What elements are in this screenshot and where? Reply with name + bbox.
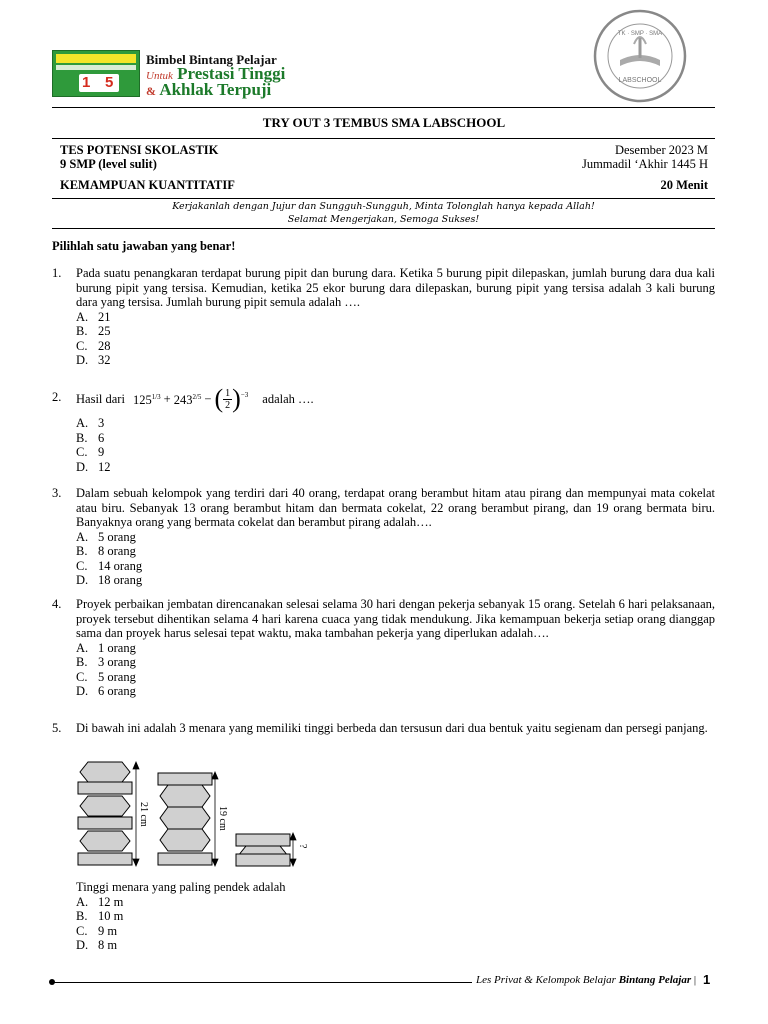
duration: 20 Menit	[660, 178, 708, 192]
footer-separator: |	[693, 974, 697, 986]
tower1-rect-1	[78, 782, 132, 794]
tower2-arrow-bottom	[212, 859, 218, 866]
expr-term-1	[133, 390, 161, 408]
option-b[interactable]	[76, 909, 715, 924]
header-rule	[52, 107, 715, 108]
expr-lparen: (	[214, 384, 224, 413]
option-letter: D.	[76, 573, 89, 587]
option-list	[76, 530, 715, 588]
expr-fraction	[223, 388, 232, 411]
option-value: 9	[98, 445, 105, 459]
option-value: 3 orang	[98, 655, 136, 669]
option-b[interactable]	[76, 655, 715, 670]
question-5-answers	[52, 880, 715, 953]
option-letter: A.	[76, 640, 89, 655]
question-text: Dalam sebuah kelompok yang terdiri dari 40 orang, terdapat orang berambut hitam atau pirang dan mempunyai mata cokelat atau biru. Sebanyak 13 orang berambut hitam dan bermata cokelat, 22 orang berambut pirang, dan 19 orang bermata biru. Banyaknya orang yang bermata cokelat dan berambut pirang adalah….	[76, 486, 715, 529]
tower3-rect-1	[236, 834, 290, 846]
question-2	[52, 384, 715, 474]
question-5	[52, 721, 715, 736]
option-d[interactable]	[76, 460, 715, 475]
tower1-arrow-bottom	[133, 859, 139, 866]
option-list	[76, 641, 715, 699]
tower1-arrow-top	[133, 762, 139, 769]
tower1-rect-2	[78, 817, 132, 829]
expr-plus: +	[163, 391, 171, 406]
brand-amp: &	[146, 84, 156, 98]
footer-brand: Bintang Pelajar	[618, 974, 692, 986]
option-a[interactable]	[76, 530, 715, 545]
exam-title: TRY OUT 3 TEMBUS SMA LABSCHOOL	[262, 115, 506, 130]
logo-number-1: 1	[82, 74, 91, 91]
motto-line-2: Selamat Mengerjakan, Semoga Sukses!	[287, 214, 480, 225]
option-c[interactable]	[76, 559, 715, 574]
option-c[interactable]	[76, 445, 715, 460]
option-letter: D.	[76, 353, 89, 367]
section-rule	[52, 198, 715, 199]
option-b[interactable]	[76, 324, 715, 339]
option-d[interactable]	[76, 573, 715, 588]
option-list	[76, 416, 715, 474]
date-hijri: Jummadil ‘Akhir 1445 H	[581, 157, 708, 171]
date-masehi: Desember 2023 M	[614, 143, 708, 157]
option-value: 10 m	[98, 909, 124, 923]
seal-bottom: LABSCHOOL	[618, 77, 662, 84]
brand-name: Bimbel Bintang Pelajar	[146, 52, 277, 67]
expr-term-2	[174, 390, 202, 408]
question-number: 1.	[52, 266, 62, 280]
option-value: 6 orang	[98, 684, 136, 698]
option-value: 12 m	[98, 894, 124, 909]
expr-minus: −	[204, 391, 212, 406]
question-number: 5.	[52, 721, 62, 735]
brand-tagline-2	[146, 80, 271, 100]
option-d[interactable]	[76, 353, 715, 368]
seal-text: TK · SMP · SMA	[617, 31, 663, 37]
option-value: 14 orang	[98, 558, 143, 573]
footer-text	[476, 974, 696, 986]
tower3-rect-2	[236, 854, 290, 866]
motto-line-1: Kerjakanlah dengan Jujur dan Sungguh-Sungguh, Minta Tolonglah hanya kepada Allah!	[172, 201, 595, 212]
option-c[interactable]	[76, 339, 715, 354]
option-b[interactable]	[76, 431, 715, 446]
option-value: 5 orang	[98, 669, 136, 684]
expr-frac-num: 1	[225, 387, 231, 399]
option-letter: C.	[76, 669, 88, 684]
instruction: Pilihlah satu jawaban yang benar!	[52, 239, 236, 253]
brand-tagline-1-text: Prestasi Tinggi	[177, 64, 286, 83]
option-c[interactable]	[76, 670, 715, 685]
section-name: KEMAMPUAN KUANTITATIF	[60, 178, 235, 192]
option-letter: D.	[76, 684, 89, 698]
motto-rule	[52, 228, 715, 229]
title-rule	[52, 138, 715, 139]
logo-substrip	[56, 65, 136, 70]
tower2-arrow-top	[212, 772, 218, 779]
option-value: 12	[98, 459, 111, 474]
option-value: 8 orang	[98, 544, 136, 558]
footer-line	[52, 982, 472, 983]
tower2-hexagon-2	[160, 807, 210, 829]
tower1-hexagon-1	[80, 762, 130, 782]
option-b[interactable]	[76, 544, 715, 559]
labschool-seal	[590, 8, 690, 104]
question-3	[52, 486, 715, 588]
option-letter: B.	[76, 544, 88, 558]
tower1-label: 21 cm	[138, 802, 149, 827]
option-value: 9 m	[98, 923, 118, 938]
question-text: Pada suatu penangkaran terdapat burung pipit dan burung dara. Ketika 5 burung pipit dilepaskan, jumlah burung dara dua kali burung pipit yang tersisa. Kemudian, ketika 25 ekor burung dara dilepaskan, burung pipit yang tersisa adalah 3 kali burung dara yang tersisa. Jumlah burung pipit semula adalah ….	[76, 266, 715, 309]
expr-prefix: Hasil dari	[76, 391, 125, 406]
expr-exp-3: −3	[240, 390, 249, 399]
page-number: 1	[703, 972, 711, 987]
option-letter: B.	[76, 430, 88, 445]
question-text: Proyek perbaikan jembatan direncanakan selesai selama 30 hari dengan pekerja sebanyak 15 orang. Setelah 6 hari pelaksanaan, proyek tersebut dihentikan selama 4 hari karena cuaca yang tidak mendukung. Jika kemampuan bekerja setiap orang dianggap sama dan proyek harus selesai tepat waktu, maka tambahan pekerja yang diperlukan adalah….	[76, 597, 715, 640]
question-5-prompt: Tinggi menara yang paling pendek adalah	[76, 880, 286, 894]
option-c[interactable]	[76, 924, 715, 939]
tower3-arrow-bottom	[290, 859, 296, 866]
question-1	[52, 266, 715, 368]
tower-figure	[74, 760, 334, 872]
expr-term-3	[214, 384, 249, 413]
option-letter: B.	[76, 324, 88, 338]
option-letter: A.	[76, 894, 89, 909]
option-value: 6	[98, 430, 105, 445]
tower2-label: 19 cm	[217, 806, 228, 831]
option-a[interactable]	[76, 310, 715, 325]
option-value: 21	[98, 309, 111, 324]
option-letter: D.	[76, 938, 89, 952]
option-a[interactable]	[76, 416, 715, 431]
tower2-hexagon-3	[160, 829, 210, 851]
tower2-rect-2	[158, 853, 212, 865]
question-4	[52, 597, 715, 699]
option-a[interactable]	[76, 895, 715, 910]
question-number: 4.	[52, 597, 62, 611]
option-value: 25	[98, 324, 111, 338]
option-list	[76, 310, 715, 368]
option-value: 32	[98, 353, 111, 367]
brand-tagline-2-text: Akhlak Terpuji	[159, 80, 272, 99]
expr-exp-1: 1/3	[151, 393, 161, 402]
option-letter: D.	[76, 459, 89, 474]
question-text: Di bawah ini adalah 3 menara yang memiliki tinggi berbeda dan tersusun dari dua bentuk yaitu segienam dan persegi panjang.	[76, 721, 708, 735]
option-letter: A.	[76, 416, 89, 430]
logo-strip	[56, 54, 136, 63]
option-a[interactable]	[76, 641, 715, 656]
option-value: 5 orang	[98, 529, 136, 544]
tower2-rect-1	[158, 773, 212, 785]
option-value: 3	[98, 416, 105, 430]
option-letter: C.	[76, 558, 88, 573]
tower1-rect-3	[78, 853, 132, 865]
footer-tagline: Les Privat & Kelompok Belajar	[476, 974, 616, 986]
option-letter: A.	[76, 529, 89, 544]
tower1-hexagon-3	[80, 831, 130, 851]
expr-rparen: )	[232, 384, 241, 413]
option-value: 8 m	[98, 938, 118, 952]
question-text	[76, 384, 715, 413]
expr-base-2: 243	[173, 393, 193, 408]
brand-logo	[52, 50, 140, 97]
option-d[interactable]	[76, 684, 715, 699]
tower3-arrow-top	[290, 833, 296, 840]
option-letter: A.	[76, 309, 89, 324]
option-letter: B.	[76, 909, 88, 923]
expr-exp-2: 2/5	[192, 393, 202, 402]
option-letter: B.	[76, 655, 88, 669]
logo-number-5: 5	[105, 74, 114, 91]
tower1-hexagon-2	[80, 796, 130, 816]
brand-untuk: Untuk	[146, 70, 173, 82]
question-number: 3.	[52, 486, 62, 500]
option-value: 18 orang	[98, 573, 143, 587]
expr-suffix: adalah ….	[262, 391, 314, 406]
test-level: 9 SMP (level sulit)	[60, 157, 157, 171]
expr-frac-den: 2	[225, 399, 231, 411]
option-value: 1 orang	[98, 640, 136, 655]
tower3-label: ?	[297, 844, 308, 849]
option-d[interactable]	[76, 938, 715, 953]
question-number: 2.	[52, 390, 62, 404]
option-value: 28	[98, 338, 111, 353]
option-letter: C.	[76, 338, 88, 353]
expr-base-1: 125	[132, 393, 152, 408]
test-name: TES POTENSI SKOLASTIK	[60, 143, 219, 157]
option-letter: C.	[76, 923, 88, 938]
option-list	[76, 895, 715, 953]
tower2-hexagon-1	[160, 785, 210, 807]
option-letter: C.	[76, 445, 88, 459]
